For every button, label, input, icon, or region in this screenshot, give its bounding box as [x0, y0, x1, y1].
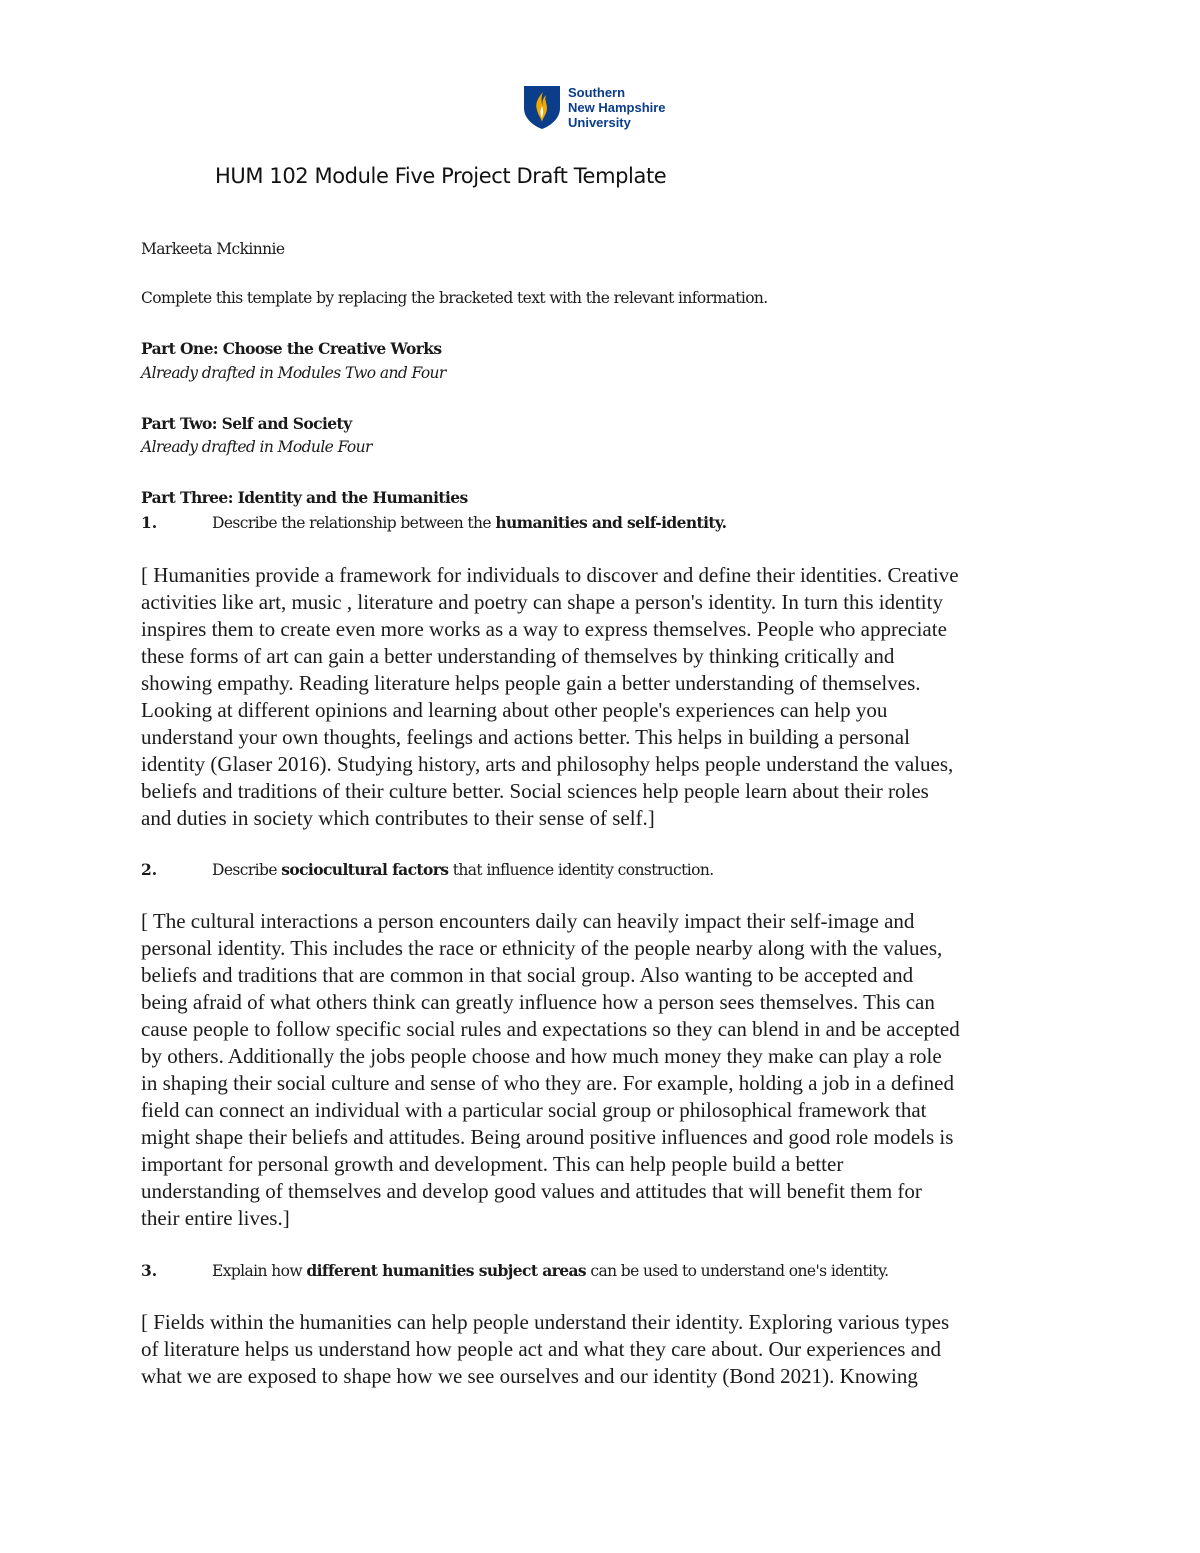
answer-line: activities like art, music , literature and poetry can shape a person's identity. In turn this identity — [141, 590, 943, 614]
prompt-emphasis: sociocultural factors — [281, 860, 449, 879]
answer-1 — [141, 562, 1066, 832]
part-two-heading: Part Two: Self and Society — [141, 414, 352, 433]
prompt-emphasis: humanities and self-identity. — [495, 513, 727, 532]
part-three-heading: Part Three: Identity and the Humanities — [141, 488, 468, 507]
question-1-prompt — [212, 513, 726, 532]
answer-line: of literature helps us understand how people act and what they care about. Our experiences and — [141, 1337, 942, 1361]
prompt-text: Explain how — [212, 1262, 307, 1280]
answer-line: personal identity. This includes the race or ethnicity of the people nearby along with the values, — [141, 936, 943, 960]
answer-line: what we are exposed to shape how we see ourselves and our identity (Bond 2021). Knowing — [141, 1364, 918, 1388]
answer-line: [ Humanities provide a framework for individuals to discover and define their identities. Creative — [141, 563, 959, 587]
answer-3 — [141, 1309, 1066, 1390]
question-2-prompt — [212, 860, 714, 879]
prompt-text: Describe — [212, 861, 282, 879]
part-two-note: Already drafted in Module Four — [141, 438, 372, 456]
answer-line: field can connect an individual with a particular social group or philosophical framework that — [141, 1098, 927, 1122]
answer-line: understand your own thoughts, feelings and actions better. This helps in building a personal — [141, 725, 910, 749]
answer-line: being afraid of what others think can greatly influence how a person sees themselves. This can — [141, 990, 935, 1014]
answer-line: Looking at different opinions and learning about other people's experiences can help you — [141, 698, 888, 722]
question-1-number: 1. — [141, 513, 158, 532]
answer-line: [ The cultural interactions a person encounters daily can heavily impact their self-image and — [141, 909, 915, 933]
prompt-emphasis: different humanities subject areas — [306, 1261, 587, 1280]
answer-line: in shaping their social culture and sense of who they are. For example, holding a job in a defined — [141, 1071, 954, 1095]
answer-line: understanding of themselves and develop good values and attitudes that will benefit them for — [141, 1179, 922, 1203]
logo-wordmark — [568, 85, 666, 130]
question-2-number: 2. — [141, 860, 158, 879]
logo-line-1: Southern — [568, 85, 626, 100]
question-3-prompt — [212, 1261, 889, 1280]
answer-line: showing empathy. Reading literature helps people gain a better understanding of themselves. — [141, 671, 921, 695]
prompt-text-end: that influence identity construction. — [448, 861, 714, 879]
answer-line: beliefs and traditions of their culture better. Social sciences help people learn about their roles — [141, 779, 929, 803]
part-one-note: Already drafted in Modules Two and Four — [141, 364, 446, 382]
university-logo — [522, 84, 692, 134]
logo-line-2: New Hampshire — [568, 100, 666, 115]
answer-2 — [141, 908, 1066, 1232]
document-title: HUM 102 Module Five Project Draft Template — [215, 164, 667, 188]
answer-line: identity (Glaser 2016). Studying history, arts and philosophy helps people understand the values, — [141, 752, 954, 776]
prompt-text: Describe the relationship between the — [212, 514, 496, 532]
answer-line: by others. Additionally the jobs people choose and how much money they make can play a role — [141, 1044, 942, 1068]
part-one-heading: Part One: Choose the Creative Works — [141, 339, 442, 358]
answer-line: these forms of art can gain a better understanding of themselves by thinking critically and — [141, 644, 895, 668]
answer-line: important for personal growth and development. This can help people build a better — [141, 1152, 844, 1176]
author-name: Markeeta Mckinnie — [141, 240, 285, 258]
prompt-text-end: can be used to understand one's identity. — [586, 1262, 889, 1280]
shield-flame-icon — [522, 84, 562, 130]
answer-line: and duties in society which contributes to their sense of self.] — [141, 806, 655, 830]
answer-line: their entire lives.] — [141, 1206, 290, 1230]
instructions-text: Complete this template by replacing the bracketed text with the relevant information. — [141, 289, 768, 307]
answer-line: [ Fields within the humanities can help people understand their identity. Exploring various types — [141, 1310, 950, 1334]
answer-line: beliefs and traditions that are common in that social group. Also wanting to be accepted and — [141, 963, 914, 987]
answer-line: inspires them to create even more works as a way to express themselves. People who appreciate — [141, 617, 947, 641]
logo-line-3: University — [568, 115, 631, 130]
question-3-number: 3. — [141, 1261, 158, 1280]
answer-line: might shape their beliefs and attitudes. Being around positive influences and good role models is — [141, 1125, 954, 1149]
answer-line: cause people to follow specific social rules and expectations so they can blend in and be accepted — [141, 1017, 960, 1041]
